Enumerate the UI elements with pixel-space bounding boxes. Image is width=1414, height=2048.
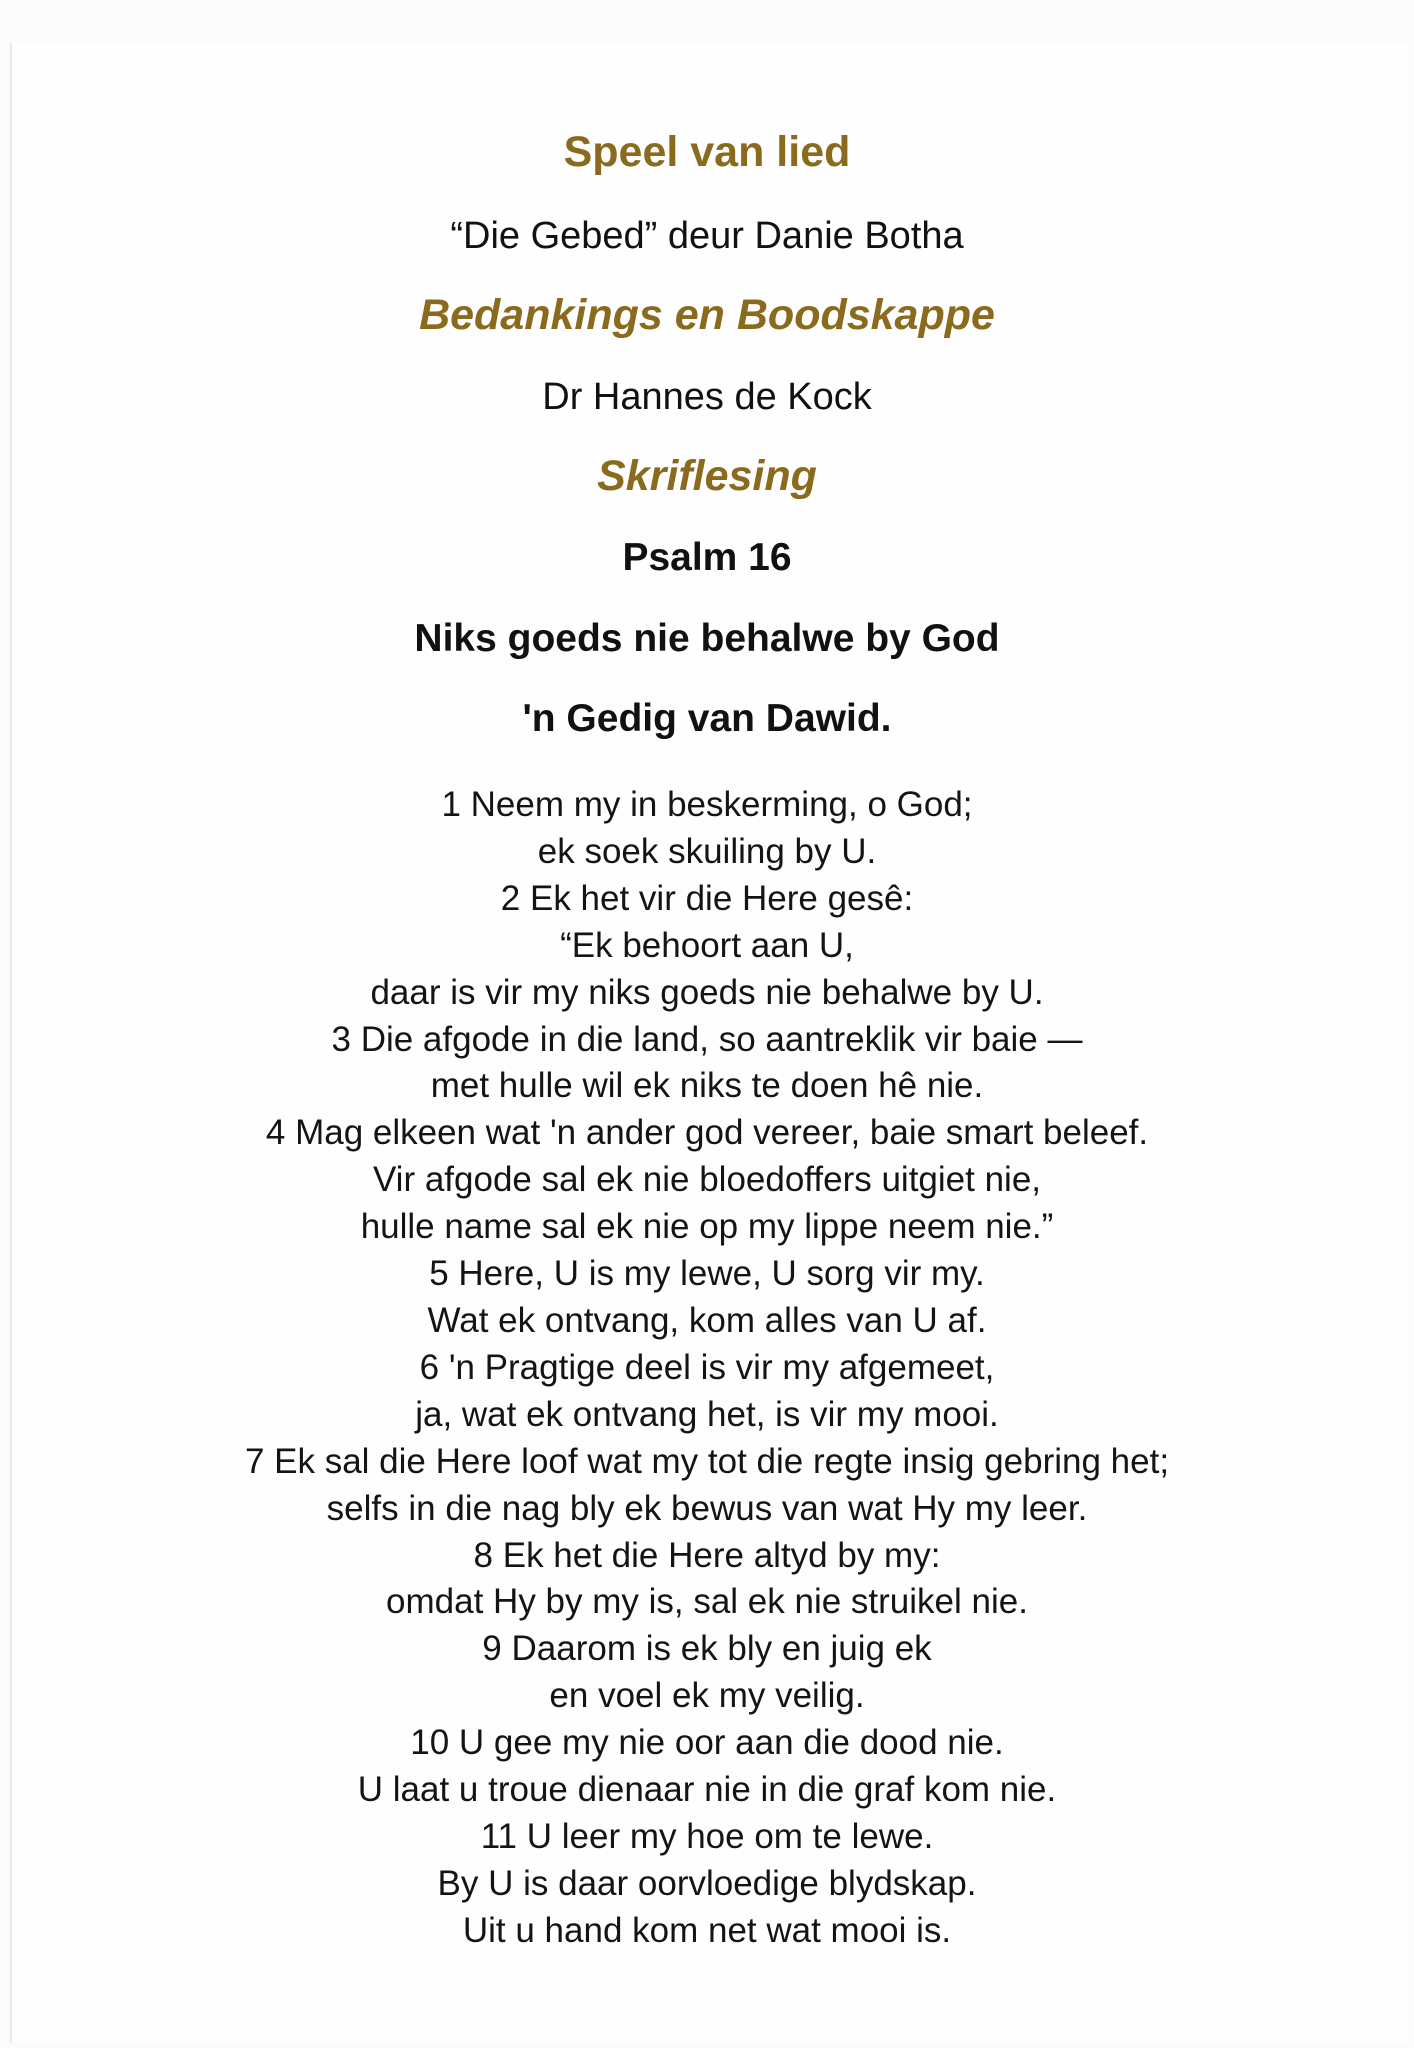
verse-line: ja, wat ek ontvang het, is vir my mooi. — [415, 1394, 999, 1434]
song-line: “Die Gebed” deur Danie Botha — [450, 215, 964, 257]
verse-line: “Ek behoort aan U, — [560, 925, 854, 965]
verse-line: 4 Mag elkeen wat 'n ander god vereer, baie smart beleef. — [265, 1113, 1149, 1153]
verse-line: en voel ek my veilig. — [549, 1676, 865, 1716]
verse-line: hulle name sal ek nie op my lippe neem nie.” — [360, 1207, 1054, 1247]
verse-line: ek soek skuiling by U. — [537, 831, 877, 871]
verse-line: 8 Ek het die Here altyd by my: — [473, 1535, 941, 1575]
verse-line: By U is daar oorvloedige blydskap. — [437, 1863, 977, 1903]
verse-line: 5 Here, U is my lewe, U sorg vir my. — [429, 1254, 985, 1294]
verse-line: Uit u hand kom net wat mooi is. — [462, 1910, 952, 1950]
verse-line: omdat Hy by my is, sal ek nie struikel nie. — [386, 1582, 1028, 1622]
verse-line: 10 U gee my nie oor aan die dood nie. — [410, 1723, 1004, 1763]
verse-line: met hulle wil ek niks te doen hê nie. — [430, 1066, 984, 1106]
psalm-reference: Psalm 16 — [622, 536, 792, 579]
heading-skriflesing: Skriflesing — [597, 452, 817, 500]
verse-line: 7 Ek sal die Here loof wat my tot die regte insig gebring het; — [244, 1441, 1170, 1481]
verse-line: U laat u troue dienaar nie in die graf kom nie. — [357, 1770, 1057, 1810]
psalm-verses — [0, 782, 1414, 1955]
verse-line: Vir afgode sal ek nie bloedoffers uitgiet nie, — [372, 1160, 1042, 1200]
verse-line: 9 Daarom is ek bly en juig ek — [482, 1629, 932, 1669]
heading-bedankings: Bedankings en Boodskappe — [419, 291, 995, 339]
psalm-subtitle: 'n Gedig van Dawid. — [522, 697, 892, 740]
speaker-name: Dr Hannes de Kock — [542, 376, 872, 418]
verse-line: 2 Ek het vir die Here gesê: — [500, 878, 914, 918]
verse-line: 11 U leer my hoe om te lewe. — [480, 1816, 934, 1856]
verse-line: 6 'n Pragtige deel is vir my afgemeet, — [419, 1347, 995, 1387]
verse-line: 1 Neem my in beskerming, o God; — [441, 785, 973, 824]
psalm-title: Niks goeds nie behalwe by God — [414, 617, 1000, 660]
verse-line: 3 Die afgode in die land, so aantreklik vir baie — — [331, 1019, 1083, 1059]
verse-line: Wat ek ontvang, kom alles van U af. — [427, 1300, 987, 1340]
verse-line: daar is vir my niks goeds nie behalwe by U. — [370, 972, 1044, 1012]
verse-line: selfs in die nag bly ek bewus van wat Hy my leer. — [326, 1488, 1088, 1528]
heading-speel-van-lied: Speel van lied — [563, 128, 851, 176]
